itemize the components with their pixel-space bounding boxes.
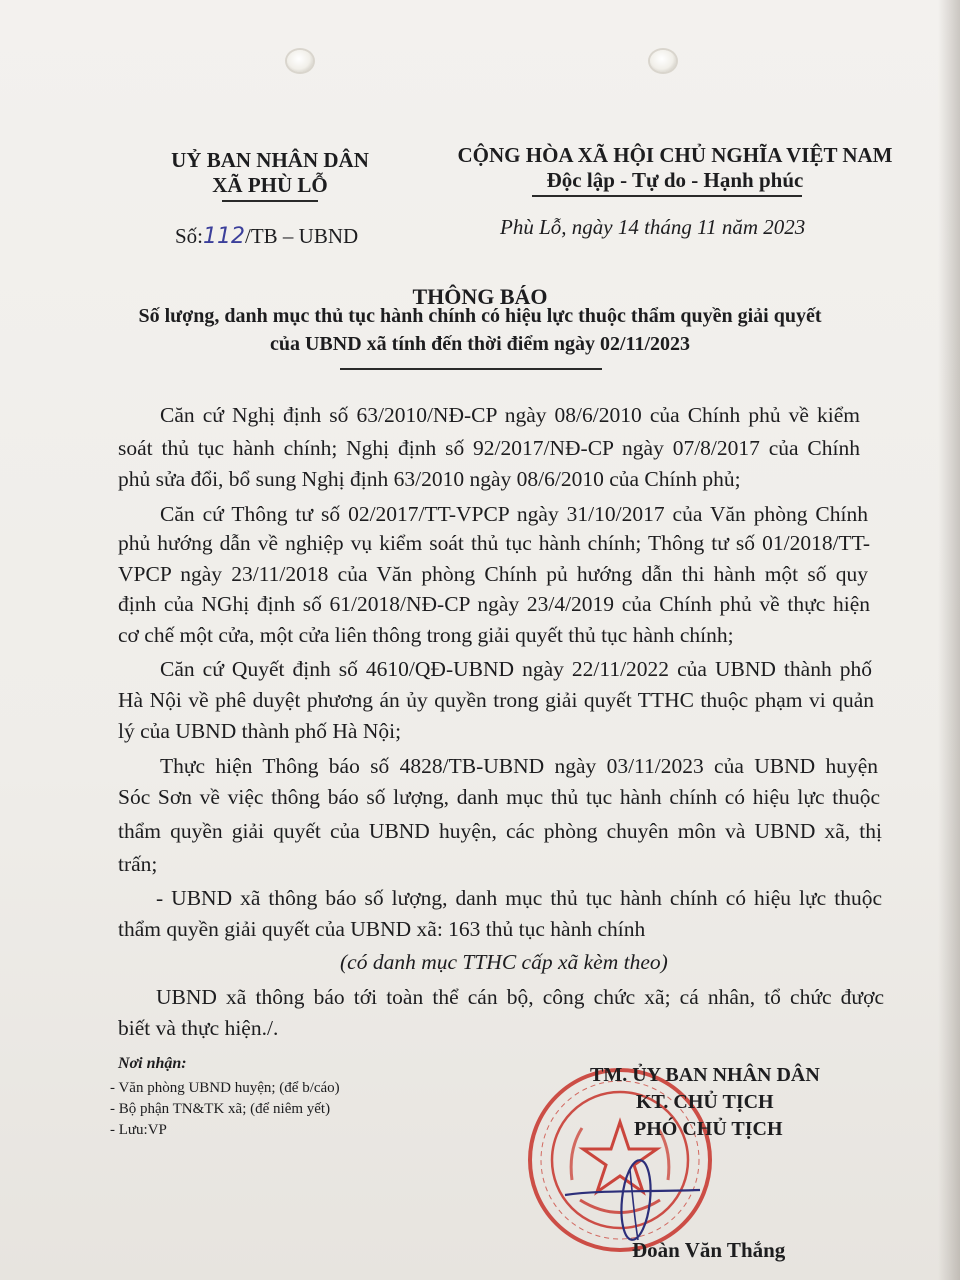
p4-line-4: trấn; xyxy=(118,852,158,876)
p1-line-1: Căn cứ Nghị định số 63/2010/NĐ-CP ngày 08/6/2010 của Chính phủ về kiểm xyxy=(160,403,860,427)
p4-line-3: thẩm quyền giải quyết của UBND huyện, các phòng chuyên môn và UBND xã, thị xyxy=(118,819,882,843)
document-title: THÔNG BÁO xyxy=(412,284,548,309)
national-motto: Độc lập - Tự do - Hạnh phúc xyxy=(546,168,804,192)
p5-line-1: - UBND xã thông báo số lượng, danh mục thủ tục hành chính có hiệu lực thuộc xyxy=(156,886,882,910)
national-title: CỘNG HÒA XÃ HỘI CHỦ NGHĨA VIỆT NAM xyxy=(457,143,893,167)
p6-line-2: biết và thực hiện./. xyxy=(118,1016,279,1040)
page-edge-shadow xyxy=(938,0,960,1280)
p3-line-1: Căn cứ Quyết định số 4610/QĐ-UBND ngày 22/11/2022 của UBND thành phố xyxy=(160,657,872,681)
place-date: Phù Lỗ, ngày 14 tháng 11 năm 2023 xyxy=(500,215,806,239)
p2-line-3: VPCP ngày 23/11/2018 của Văn phòng Chính pủ hướng dẫn thi hành một số quy xyxy=(118,562,868,586)
signature-title-3: PHÓ CHỦ TỊCH xyxy=(634,1118,783,1140)
p1-line-3: phủ sửa đổi, bổ sung Nghị định 63/2010 ngày 08/6/2010 của Chính phủ; xyxy=(118,467,741,491)
document-subtitle-1: Số lượng, danh mục thủ tục hành chính có hiệu lực thuộc thẩm quyền giải quyết xyxy=(138,305,822,327)
right-header-rule xyxy=(532,195,802,197)
document-subtitle-2: của UBND xã tính đến thời điểm ngày 02/11/2023 xyxy=(269,333,691,355)
p3-line-2: Hà Nội về phê duyệt phương án ủy quyền trong giải quyết TTHC thuộc phạm vi quản xyxy=(118,688,874,712)
punch-hole-left xyxy=(287,50,313,72)
signature-title-2: KT. CHỦ TỊCH xyxy=(636,1091,774,1113)
recipients-heading: Nơi nhận: xyxy=(118,1055,187,1072)
p5-line-2: thẩm quyền giải quyết của UBND xã: 163 thủ tục hành chính xyxy=(118,917,646,941)
p3-line-3: lý của UBND thành phố Hà Nội; xyxy=(118,719,402,743)
handwritten-signature-icon xyxy=(560,1150,710,1250)
handwritten-number: 112 xyxy=(203,224,246,249)
p2-line-1: Căn cứ Thông tư số 02/2017/TT-VPCP ngày 31/10/2017 của Văn phòng Chính xyxy=(160,502,868,526)
attachment-note: (có danh mục TTHC cấp xã kèm theo) xyxy=(340,950,668,974)
p4-line-1: Thực hiện Thông báo số 4828/TB-UBND ngày 03/11/2023 của UBND huyện xyxy=(160,754,878,778)
p2-line-4: định của NGhị định số 61/2018/NĐ-CP ngày 23/4/2019 của Chính phủ về thực hiện xyxy=(118,592,870,616)
p4-line-2: Sóc Sơn về việc thông báo số lượng, danh mục thủ tục hành chính có hiệu lực thuộc xyxy=(118,785,880,809)
p2-line-2: phủ hướng dẫn về nghiệp vụ kiểm soát thủ tục hành chính; Thông tư số 01/2018/TT- xyxy=(118,531,870,555)
recipient-item: - Văn phòng UBND huyện; (để b/cáo) xyxy=(110,1080,340,1096)
p2-line-5: cơ chế một cửa, một cửa liên thông trong giải quyết thủ tục hành chính; xyxy=(118,623,734,647)
agency-name: UỶ BAN NHÂN DÂN xyxy=(171,148,369,172)
number-suffix: /TB – UBND xyxy=(245,224,359,248)
recipient-item: - Bộ phận TN&TK xã; (để niêm yết) xyxy=(110,1101,331,1117)
document-number xyxy=(175,224,358,249)
number-prefix: Số: xyxy=(175,224,204,248)
left-header-rule xyxy=(222,200,318,202)
commune-name: XÃ PHÙ LỖ xyxy=(212,173,328,197)
p1-line-2: soát thủ tục hành chính; Nghị định số 92/2017/NĐ-CP ngày 07/8/2017 của Chính xyxy=(118,436,860,460)
title-rule xyxy=(340,368,602,370)
recipient-item: - Lưu:VP xyxy=(110,1122,167,1138)
signer-name: Đoàn Văn Thắng xyxy=(632,1238,786,1262)
p6-line-1: UBND xã thông báo tới toàn thể cán bộ, công chức xã; cá nhân, tổ chức được xyxy=(156,985,884,1009)
signature-title-1: TM. ỦY BAN NHÂN DÂN xyxy=(590,1064,820,1086)
punch-hole-right xyxy=(650,50,676,72)
